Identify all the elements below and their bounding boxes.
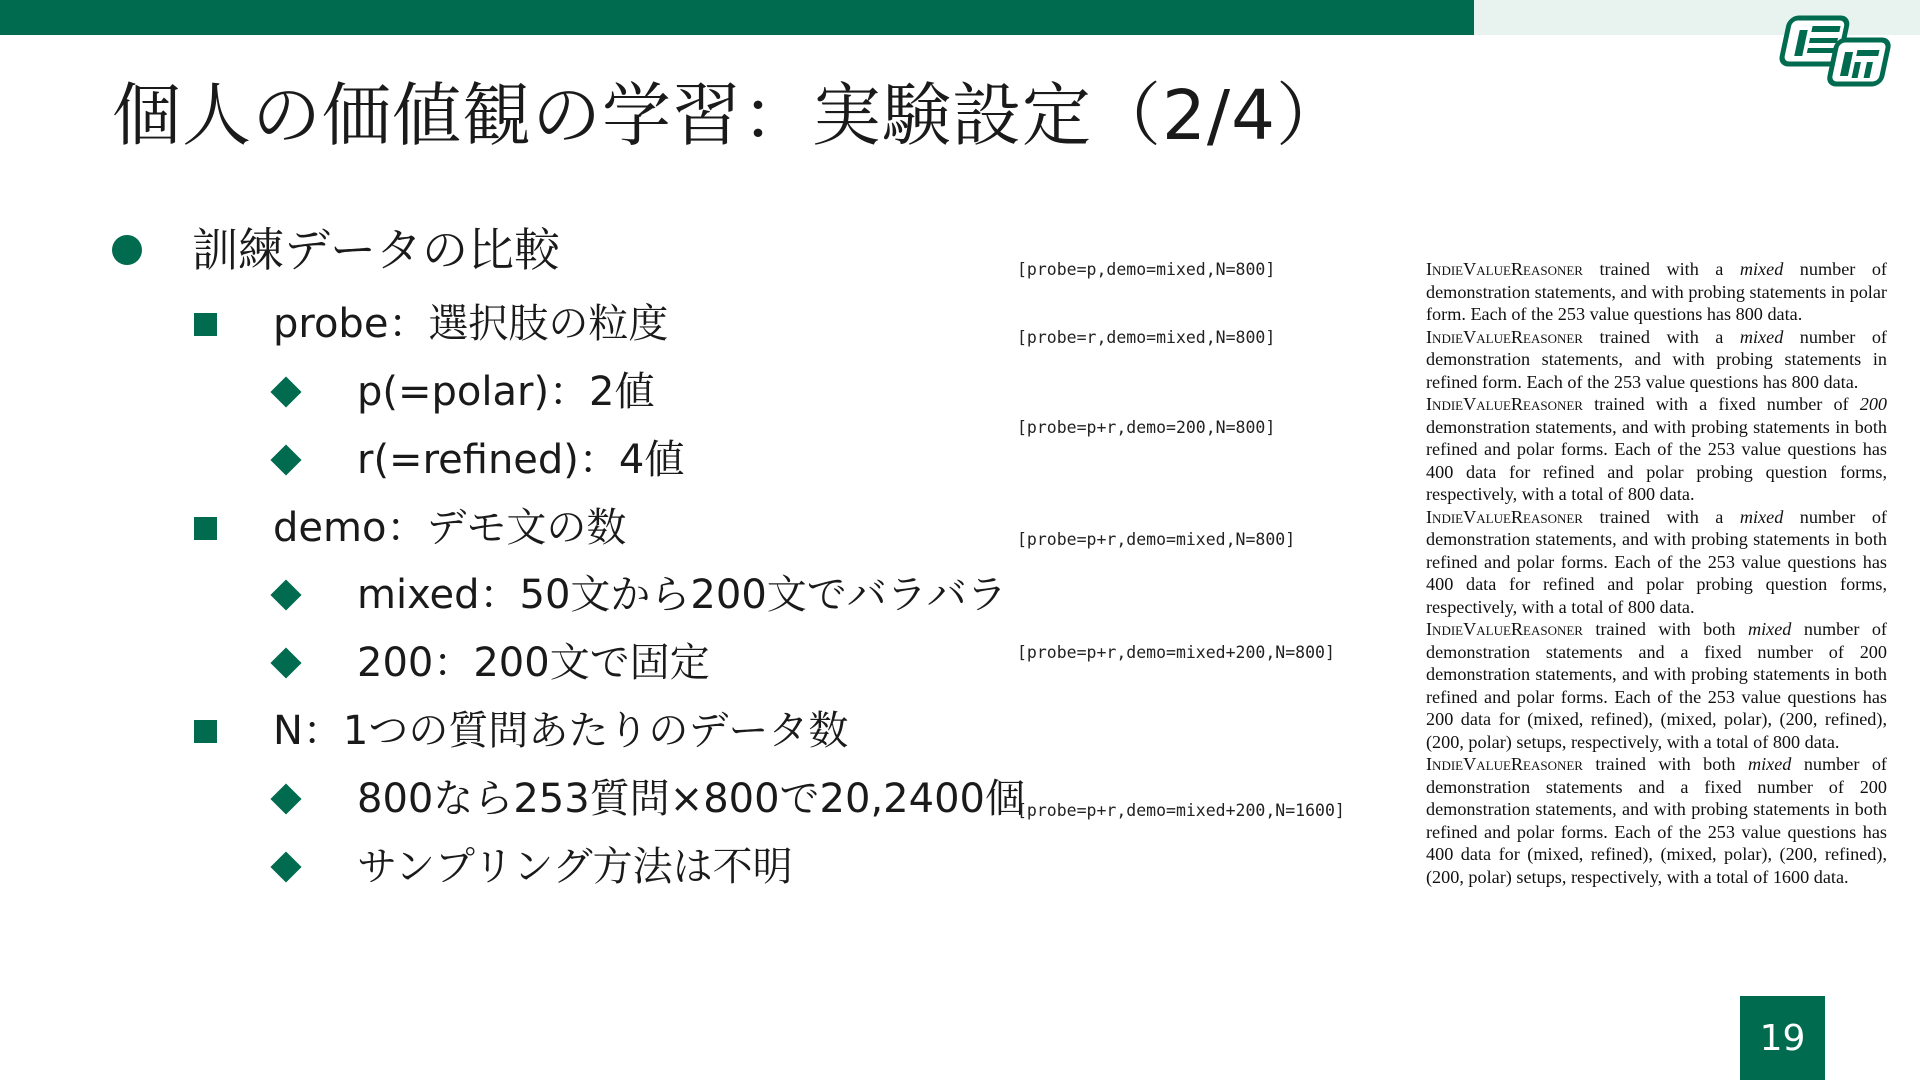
bullet-diamond-icon bbox=[270, 783, 301, 814]
university-logo-icon bbox=[1770, 10, 1900, 95]
bullet-circle-icon bbox=[112, 235, 142, 265]
bullet-item: サンプリング方法は不明 bbox=[270, 847, 793, 887]
slide-title: 個人の価値観の学習：実験設定（2/4） bbox=[112, 76, 1347, 156]
bullet-item: r(=refined)：4値 bbox=[270, 440, 684, 480]
bullet-diamond-icon bbox=[270, 851, 301, 882]
config-description: IndieValueReasoner trained with both mixed number of demonstration statements and a fixed number of 200 demonstration statements, and with probing statements in both refined and polar forms. Each of the 253 value questions has 200 data for (mixed, refined), (mixed, polar), (200, refined), (200, polar) setups, respectively, with a total of 800 data. bbox=[1426, 619, 1887, 752]
bullet-item: p(=polar)：2値 bbox=[270, 372, 655, 412]
config-description: IndieValueReasoner trained with a fixed number of 200 demonstration statements, and with probing statements in both refined and polar forms. Each of the 253 value questions has 400 data for refined and polar probing question forms, respectively, with a total of 800 data. bbox=[1426, 394, 1887, 504]
config-descriptions bbox=[1426, 258, 1887, 888]
config-description: IndieValueReasoner trained with a mixed number of demonstration statements, and with probing statements in polar form. Each of the 253 value questions has 800 data. bbox=[1426, 259, 1887, 324]
page-number: 19 bbox=[1740, 996, 1825, 1080]
config-label: [probe=r,demo=mixed,N=800] bbox=[1017, 328, 1276, 347]
config-description: IndieValueReasoner trained with both mixed number of demonstration statements and a fixed number of 200 demonstration statements, and with probing statements in both refined and polar forms. Each of the 253 value questions has 400 data for (mixed, refined), (mixed, polar), (200, refined), (200, polar) setups, respectively, with a total of 1600 data. bbox=[1426, 754, 1887, 887]
bullet-diamond-icon bbox=[270, 579, 301, 610]
bullet-square-icon bbox=[194, 517, 217, 540]
config-description: IndieValueReasoner trained with a mixed number of demonstration statements, and with probing statements in refined form. Each of the 253 value questions has 800 data. bbox=[1426, 326, 1887, 392]
bullet-item: N：1つの質問あたりのデータ数 bbox=[194, 711, 848, 751]
bullet-item: mixed：50文から200文でバラバラ bbox=[270, 575, 1007, 615]
config-label: [probe=p+r,demo=mixed+200,N=800] bbox=[1017, 643, 1335, 662]
bullet-item: 訓練データの比較 bbox=[112, 227, 560, 273]
config-label: [probe=p,demo=mixed,N=800] bbox=[1017, 260, 1276, 279]
bullet-square-icon bbox=[194, 720, 217, 743]
config-label: [probe=p+r,demo=mixed+200,N=1600] bbox=[1017, 801, 1345, 820]
bullet-item: demo：デモ文の数 bbox=[194, 508, 626, 548]
bullet-square-icon bbox=[194, 313, 217, 336]
bullet-item: 200：200文で固定 bbox=[270, 643, 710, 683]
bullet-item: probe：選択肢の粒度 bbox=[194, 304, 668, 344]
bullet-diamond-icon bbox=[270, 376, 301, 407]
top-accent-bar bbox=[0, 0, 1474, 35]
bullet-diamond-icon bbox=[270, 647, 301, 678]
config-description: IndieValueReasoner trained with a mixed number of demonstration statements, and with probing statements in both refined and polar forms. Each of the 253 value questions has 400 data for refined and polar probing question forms, respectively, with a total of 800 data. bbox=[1426, 506, 1887, 617]
bullet-item: 800なら253質問×800で20,2400個 bbox=[270, 779, 1025, 819]
bullet-diamond-icon bbox=[270, 444, 301, 475]
config-label: [probe=p+r,demo=200,N=800] bbox=[1017, 418, 1276, 437]
config-label: [probe=p+r,demo=mixed,N=800] bbox=[1017, 530, 1296, 549]
